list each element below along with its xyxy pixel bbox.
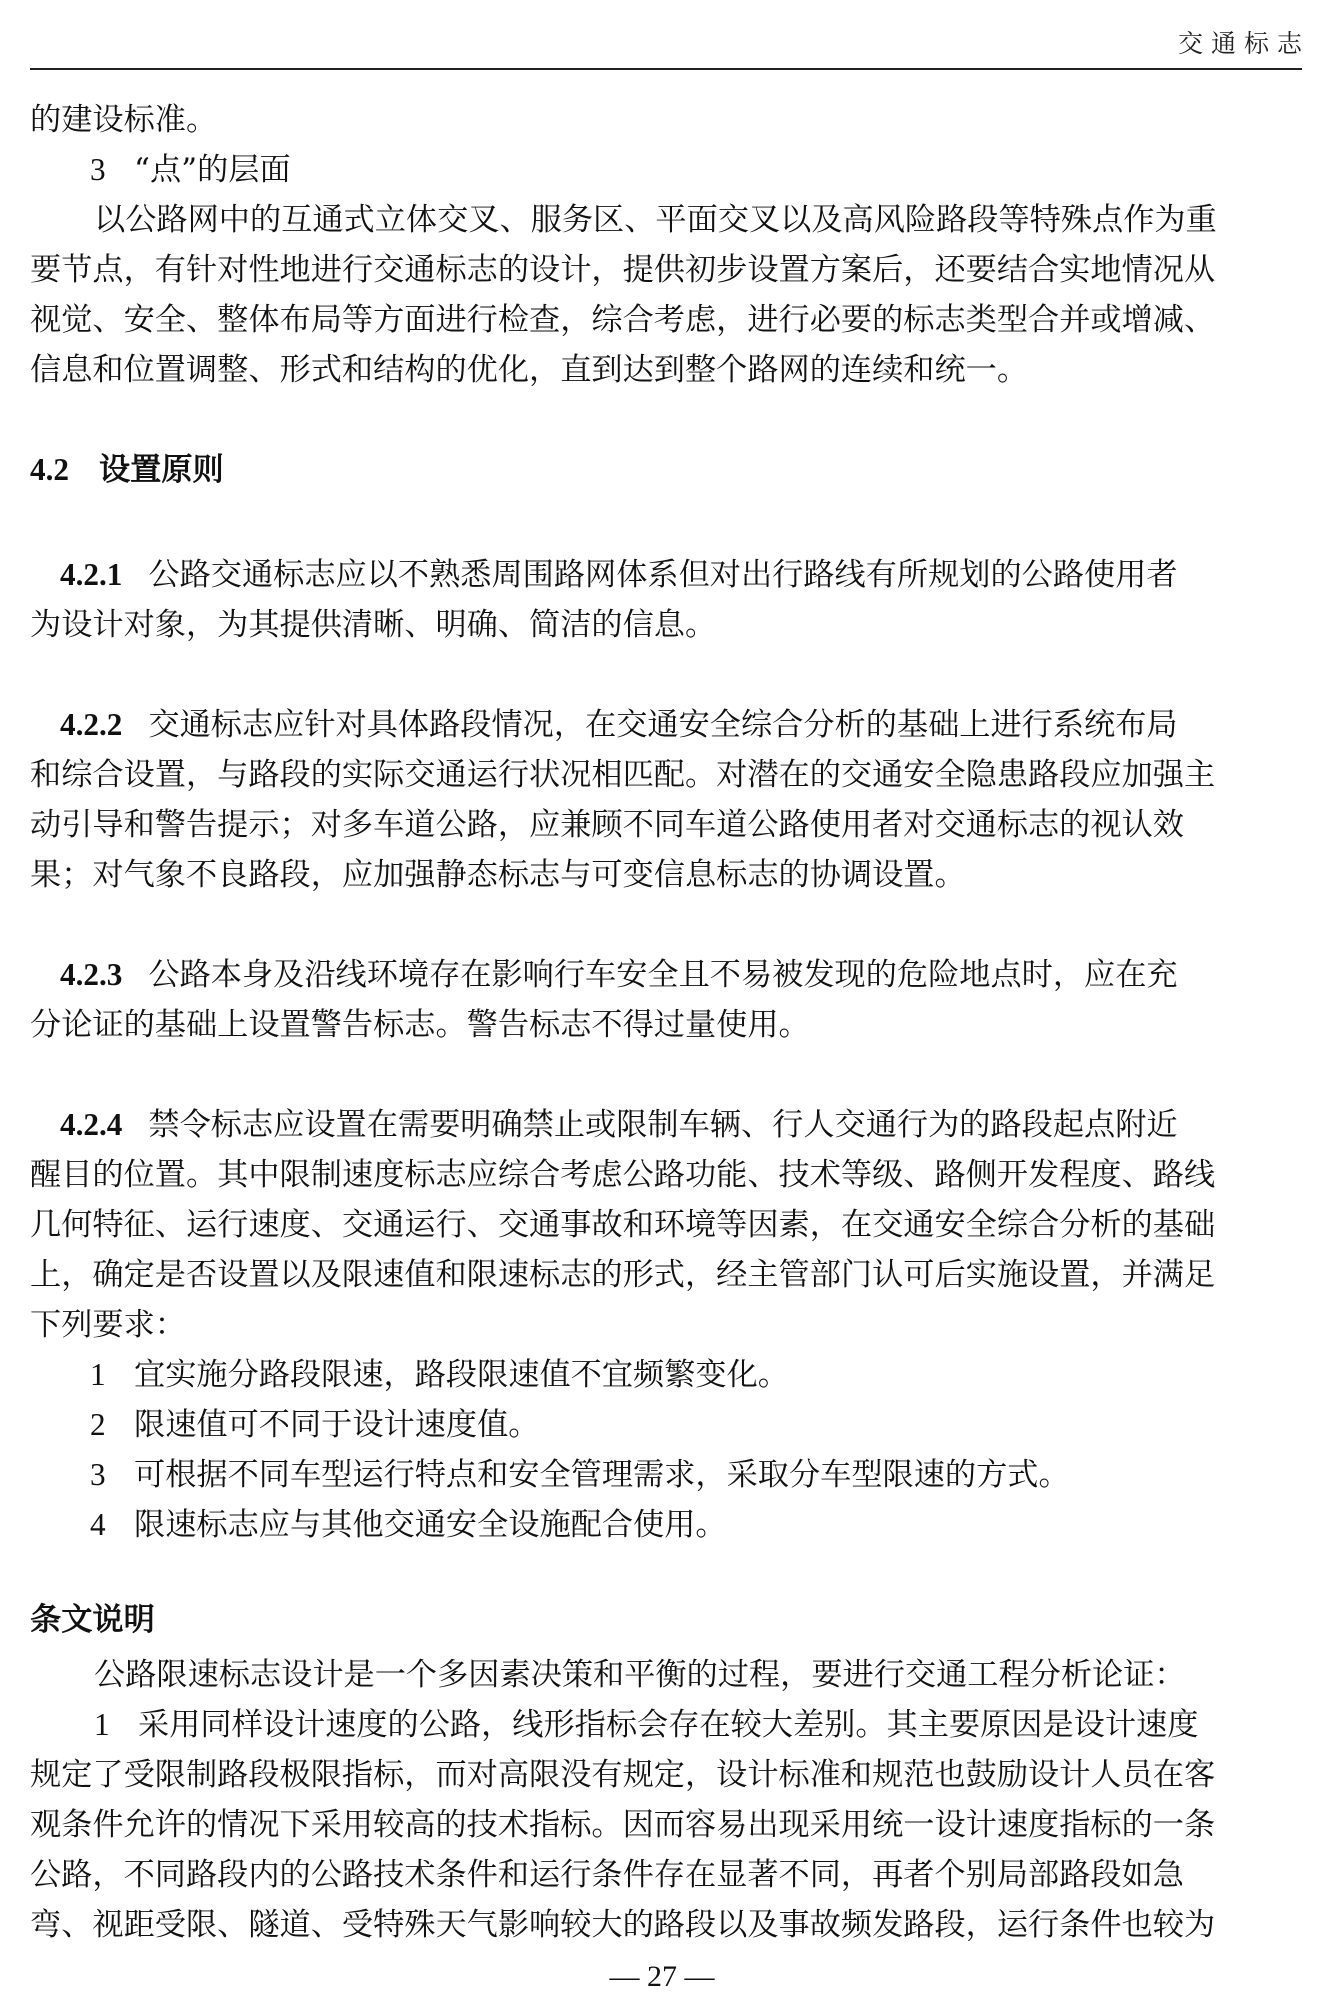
clause-line [30,1100,1324,1150]
item-number: 3 [90,152,106,187]
requirement-item [30,1500,1324,1550]
item-number: 4 [90,1507,106,1542]
item-text: 采用同样设计速度的公路，线形指标会存在较大差别。其主要原因是设计速度 [138,1707,1199,1743]
item-number: 2 [90,1407,106,1442]
item-text: 限速标志应与其他交通安全设施配合使用。 [134,1507,727,1543]
clause-line [30,950,1324,1000]
item-text: 宜实施分路段限速，路段限速值不宜频繁变化。 [134,1357,789,1393]
text-line: 信息和位置调整、形式和结构的优化，直到达到整个路网的连续和统一。 [30,352,1029,388]
clause-line [30,700,1324,750]
clause-number: 4.2.2 [60,707,123,742]
clause-line [30,550,1324,600]
clause-number: 4.2.4 [60,1107,123,1142]
text-line: 几何特征、运行速度、交通运行、交通事故和环境等因素，在交通安全综合分析的基础 [30,1207,1216,1243]
running-header: 交通标志 [1177,29,1310,58]
requirement-item [30,1450,1324,1500]
text-line: 公路，不同路段内的公路技术条件和运行条件存在显著不同，再者个别局部路段如急 [30,1857,1184,1893]
subitem-line [30,145,1324,195]
text-line: 为设计对象，为其提供清晰、明确、简洁的信息。 [30,607,717,643]
text-line: 观条件允许的情况下采用较高的技术指标。因而容易出现采用统一设计速度指标的一条 [30,1807,1216,1843]
requirement-item [30,1400,1324,1450]
clause-number: 4.2.3 [60,957,123,992]
explanation-title: 条文说明 [30,1602,155,1638]
item-text: 限速值可不同于设计速度值。 [134,1407,540,1443]
clause-text: 公路本身及沿线环境存在影响行车安全且不易被发现的危险地点时，应在充 [148,957,1178,993]
clause-text: 公路交通标志应以不熟悉周围路网体系但对出行路线有所规划的公路使用者 [148,557,1178,593]
text-line: 的建设标准。 [30,102,218,138]
item-number: 1 [90,1357,106,1392]
section-number: 4.2 [30,452,69,487]
text-line: 下列要求： [30,1307,186,1343]
text-line: 弯、视距受限、隧道、受特殊天气影响较大的路段以及事故频发路段，运行条件也较为 [30,1907,1216,1943]
text-line: 分论证的基础上设置警告标志。警告标志不得过量使用。 [30,1007,810,1043]
requirement-item [30,1350,1324,1400]
text-line: 上，确定是否设置以及限速值和限速标志的形式，经主管部门认可后实施设置，并满足 [30,1257,1216,1293]
clause-text: 交通标志应针对具体路段情况，在交通安全综合分析的基础上进行系统布局 [148,707,1178,743]
text-line: 视觉、安全、整体布局等方面进行检查，综合考虑，进行必要的标志类型合并或增减、 [30,302,1216,338]
item-number: 1 [94,1707,110,1742]
item-text: 可根据不同车型运行特点和安全管理需求，采取分车型限速的方式。 [134,1457,1070,1493]
section-title: 设置原则 [98,452,224,488]
text-line: 动引导和警告提示；对多车道公路，应兼顾不同车道公路使用者对交通标志的视认效 [30,807,1184,843]
text-line: 果；对气象不良路段，应加强静态标志与可变信息标志的协调设置。 [30,857,966,893]
section-heading [30,445,1300,495]
header-rule [30,68,1302,70]
text-line: 公路限速标志设计是一个多因素决策和平衡的过程，要进行交通工程分析论证： [94,1657,1186,1693]
page-number: — 27 — [609,1960,715,1993]
text-line: 要节点，有针对性地进行交通标志的设计，提供初步设置方案后，还要结合实地情况从 [30,252,1216,288]
text-line: 以公路网中的互通式立体交叉、服务区、平面交叉以及高风险路段等特殊点作为重 [94,202,1217,238]
clause-text: 禁令标志应设置在需要明确禁止或限制车辆、行人交通行为的路段起点附近 [148,1107,1178,1143]
clause-number: 4.2.1 [60,557,123,592]
text-line: 醒目的位置。其中限制速度标志应综合考虑公路功能、技术等级、路侧开发程度、路线 [30,1157,1216,1193]
text-line: 规定了受限制路段极限指标，而对高限没有规定，设计标准和规范也鼓励设计人员在客 [30,1757,1216,1793]
item-text: “点”的层面 [134,152,291,188]
item-number: 3 [90,1457,106,1492]
explanation-item [30,1700,1324,1750]
text-line: 和综合设置，与路段的实际交通运行状况相匹配。对潜在的交通安全隐患路段应加强主 [30,757,1216,793]
